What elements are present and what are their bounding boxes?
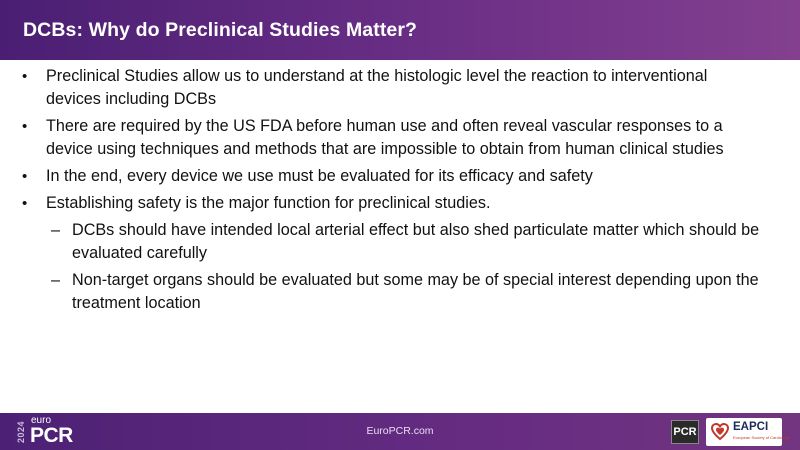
slide-body bbox=[0, 62, 800, 408]
bullet-list bbox=[0, 65, 800, 315]
bullet-marker: • bbox=[22, 195, 28, 212]
sub-bullet-text: Non-target organs should be evaluated but some may be of special interest depending upon the treatment location bbox=[72, 271, 759, 312]
heart-icon bbox=[711, 423, 729, 440]
eapci-label: EAPCI bbox=[733, 421, 769, 433]
bullet-text: Preclinical Studies allow us to understand at the histologic level the reaction to interventional devices including DCBs bbox=[46, 67, 708, 108]
dash-marker: – bbox=[51, 271, 61, 289]
pcr-badge-logo: PCR bbox=[671, 420, 699, 444]
slide-title-bar bbox=[0, 0, 800, 60]
bullet-text: There are required by the US FDA before human use and often reveal vascular responses to a device using techniques and methods that are impossible to obtain from human clinical studies bbox=[46, 117, 724, 158]
logo-pcr: PCR bbox=[30, 424, 73, 447]
sub-bullet-item bbox=[0, 219, 800, 265]
bullet-item bbox=[0, 165, 800, 188]
bullet-marker: • bbox=[22, 168, 28, 185]
bullet-item bbox=[0, 65, 800, 111]
slide-footer bbox=[0, 413, 800, 450]
bullet-text: In the end, every device we use must be evaluated for its efficacy and safety bbox=[46, 167, 593, 185]
slide-title: DCBs: Why do Preclinical Studies Matter? bbox=[23, 18, 418, 41]
logo-year: 2024 bbox=[16, 420, 26, 444]
logo-euro: euro bbox=[31, 415, 52, 426]
sub-bullet-item bbox=[0, 269, 800, 315]
bullet-marker: • bbox=[22, 118, 28, 135]
bullet-item bbox=[0, 192, 800, 215]
dash-marker: – bbox=[51, 221, 61, 239]
eapci-sublabel: European Society of Cardiology bbox=[733, 435, 790, 440]
sub-bullet-text: DCBs should have intended local arterial effect but also shed particulate matter which should be evaluated carefully bbox=[72, 221, 760, 262]
eapci-logo bbox=[706, 418, 790, 446]
bullet-item bbox=[0, 115, 800, 161]
bullet-text: Establishing safety is the major function for preclinical studies. bbox=[46, 194, 491, 212]
footer-url[interactable]: EuroPCR.com bbox=[366, 425, 434, 437]
bullet-marker: • bbox=[22, 68, 28, 85]
